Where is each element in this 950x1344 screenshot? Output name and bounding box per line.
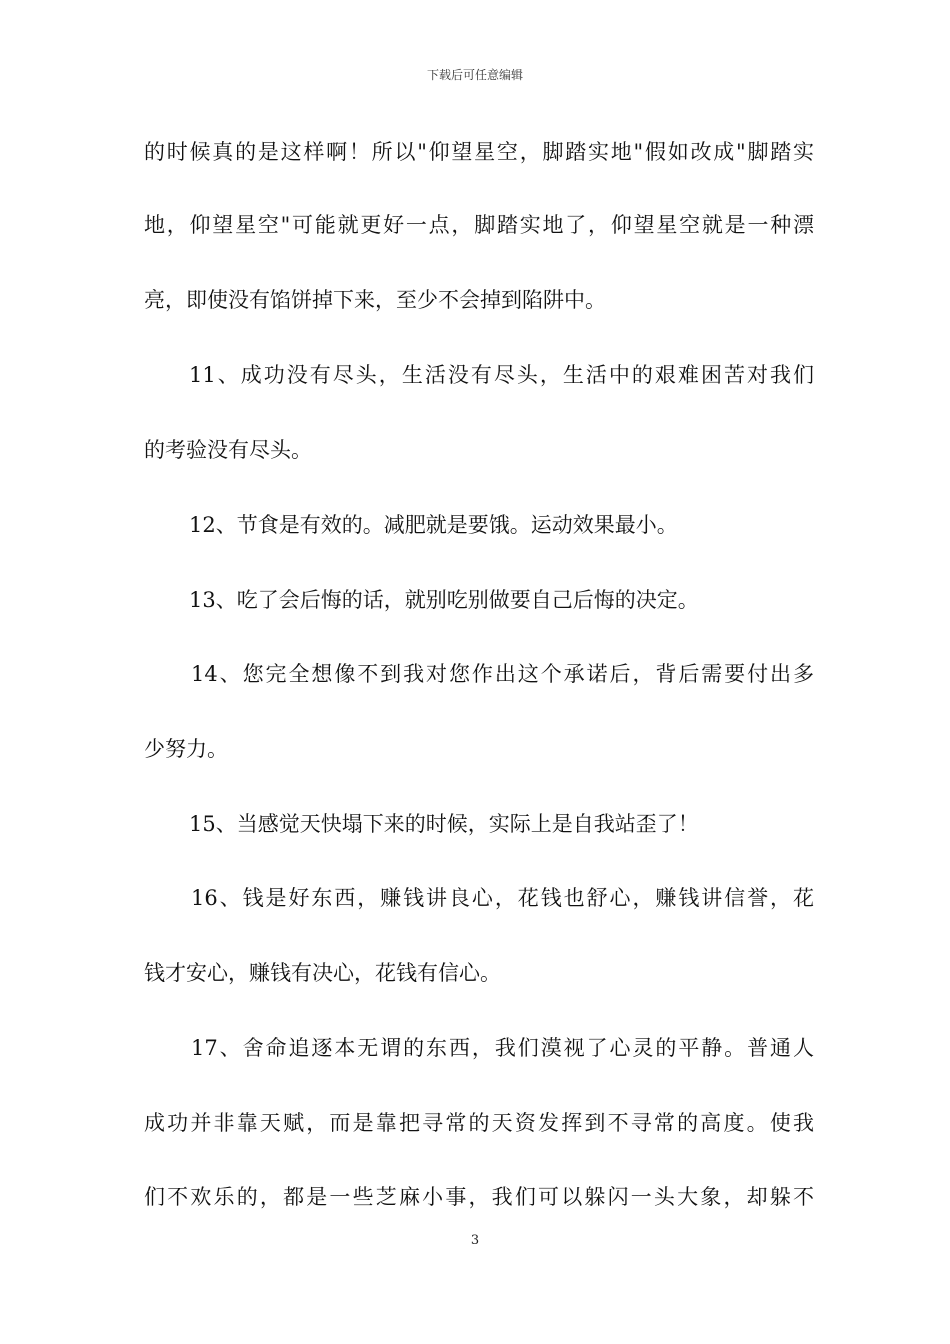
list-item-17: 17、舍命追逐本无谓的东西，我们漠视了心灵的平静。普通人	[191, 1036, 814, 1060]
body-line: 成功并非靠天赋，而是靠把寻常的天资发挥到不寻常的高度。使我	[144, 1111, 814, 1135]
page-header: 下载后可任意编辑	[426, 68, 523, 82]
body-line: 们不欢乐的，都是一些芝麻小事，我们可以躲闪一头大象，却躲不	[144, 1185, 814, 1209]
list-item-15: 15、当感觉天快塌下来的时候，实际上是自我站歪了！	[189, 812, 699, 836]
body-line: 地，仰望星空"可能就更好一点，脚踏实地了，仰望星空就是一种漂	[144, 213, 814, 237]
list-item-14: 14、您完全想像不到我对您作出这个承诺后，背后需要付出多	[191, 662, 814, 686]
body-line: 的考验没有尽头。	[144, 438, 312, 462]
list-item-16: 16、钱是好东西，赚钱讲良心，花钱也舒心，赚钱讲信誉，花	[191, 886, 814, 910]
body-line: 亮，即使没有馅饼掉下来，至少不会掉到陷阱中。	[144, 288, 606, 312]
page-number: 3	[470, 1233, 480, 1248]
list-item-11: 11、成功没有尽头，生活没有尽头，生活中的艰难困苦对我们	[189, 363, 814, 387]
body-line: 的时候真的是这样啊！所以"仰望星空，脚踏实地"假如改成"脚踏实	[144, 140, 814, 164]
list-item-13: 13、吃了会后悔的话，就别吃别做要自己后悔的决定。	[189, 588, 699, 612]
list-item-12: 12、节食是有效的。减肥就是要饿。运动效果最小。	[189, 513, 678, 537]
body-line: 钱才安心，赚钱有决心，花钱有信心。	[144, 961, 501, 985]
body-line: 少努力。	[144, 737, 228, 761]
